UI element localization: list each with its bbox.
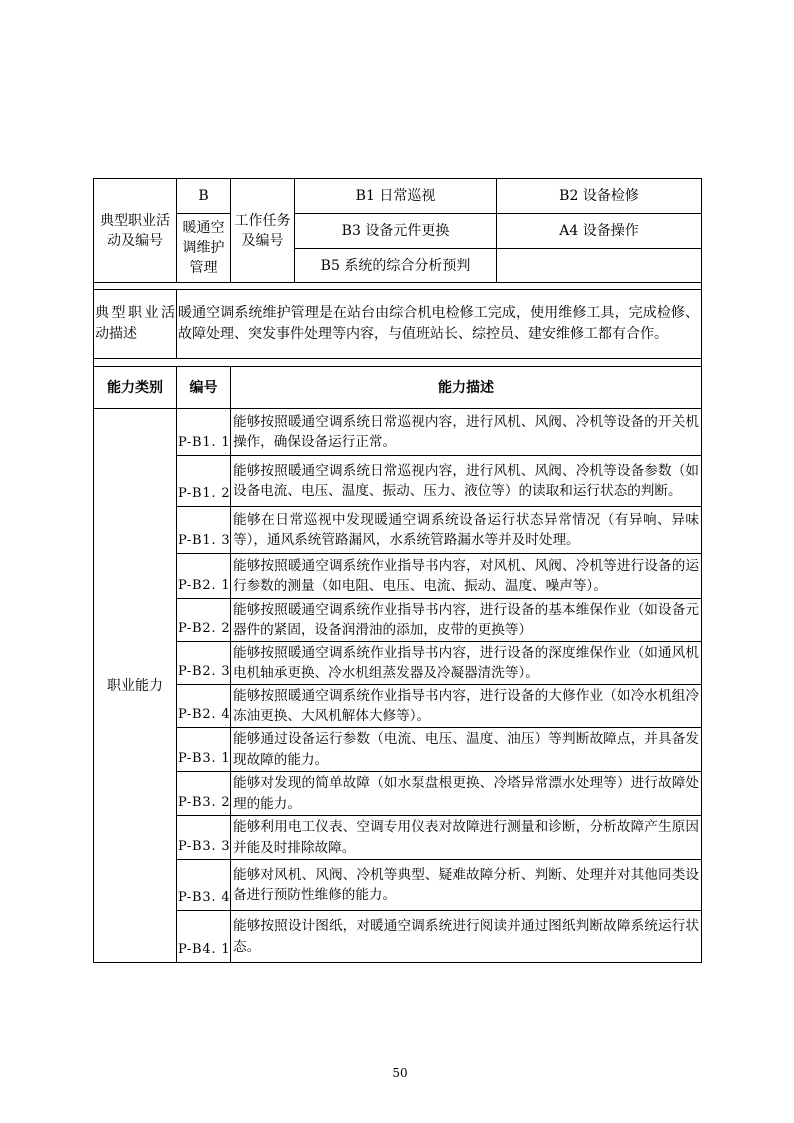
ability-id: P-B1. 1 <box>177 409 231 456</box>
ability-id: P-B3. 1 <box>177 728 231 772</box>
ability-id: P-B1. 3 <box>177 507 231 554</box>
task-a4: A4 设备操作 <box>497 214 702 249</box>
task-b3: B3 设备元件更换 <box>295 214 497 249</box>
activity-label: 典型职业活动及编号 <box>94 179 177 283</box>
table-row <box>94 860 702 911</box>
ability-id: P-B4. 1 <box>177 911 231 963</box>
header-category: 能力类别 <box>94 367 177 409</box>
table-row <box>94 728 702 772</box>
description-label: 典型职业活动描述 <box>94 290 177 359</box>
ability-description: 能够按照暖通空调系统作业指导书内容，进行设备的大修作业（如冷水机组冷冻油更换、大风机解体大修等）。 <box>231 685 702 728</box>
table-row <box>94 685 702 728</box>
ability-description: 能够按照暖通空调系统作业指导书内容，进行设备的深度维保作业（如通风机电机轴承更换、冷水机组蒸发器及冷凝器清洗等）。 <box>231 642 702 685</box>
activity-row-1 <box>94 179 702 214</box>
activity-name: 暖通空调维护管理 <box>177 214 231 283</box>
table-row <box>94 409 702 456</box>
ability-header-row <box>94 367 702 409</box>
table-row <box>94 772 702 816</box>
table-gap-cell <box>94 359 702 367</box>
ability-id: P-B2. 1 <box>177 554 231 599</box>
task-empty-cell <box>497 249 702 283</box>
task-b2: B2 设备检修 <box>497 179 702 214</box>
table-row <box>94 911 702 963</box>
header-code: 编号 <box>177 367 231 409</box>
table-row <box>94 554 702 599</box>
ability-description: 能够利用电工仪表、空调专用仪表对故障进行测量和诊断，分析故障产生原因并能及时排除故障。 <box>231 816 702 860</box>
ability-id: P-B2. 4 <box>177 685 231 728</box>
ability-id: P-B3. 3 <box>177 816 231 860</box>
ability-id: P-B1. 2 <box>177 456 231 507</box>
ability-description: 能够按照暖通空调系统作业指导书内容，对风机、风阀、冷机等进行设备的运行参数的测量（如电阻、电压、电流、振动、温度、噪声等）。 <box>231 554 702 599</box>
ability-id: P-B2. 2 <box>177 599 231 642</box>
ability-description: 能够按照暖通空调系统作业指导书内容，进行设备的基本维保作业（如设备元器件的紧固，设备润滑油的添加，皮带的更换等） <box>231 599 702 642</box>
activity-code: B <box>177 179 231 214</box>
header-description: 能力描述 <box>231 367 702 409</box>
ability-category: 职业能力 <box>94 409 177 963</box>
ability-description: 能够在日常巡视中发现暖通空调系统设备运行状态异常情况（有异响、异味等），通风系统管路漏风，水系统管路漏水等并及时处理。 <box>231 507 702 554</box>
table-row <box>94 816 702 860</box>
page-number: 50 <box>392 1066 408 1080</box>
table-row <box>94 642 702 685</box>
ability-description: 能够按照暖通空调系统日常巡视内容，进行风机、风阀、冷机等设备的开关机操作，确保设备运行正常。 <box>231 409 702 456</box>
table-gap <box>94 283 702 290</box>
task-b5: B5 系统的综合分析预判 <box>295 249 497 283</box>
table-gap-cell <box>94 283 702 290</box>
ability-description: 能够通过设备运行参数（电流、电压、温度、油压）等判断故障点，并具备发现故障的能力。 <box>231 728 702 772</box>
activity-row-2 <box>94 214 702 249</box>
task-b1: B1 日常巡视 <box>295 179 497 214</box>
ability-id: P-B3. 4 <box>177 860 231 911</box>
tasks-label: 工作任务及编号 <box>231 179 295 283</box>
ability-description: 能够对发现的简单故障（如水泵盘根更换、冷塔异常漂水处理等）进行故障处理的能力。 <box>231 772 702 816</box>
ability-id: P-B2. 3 <box>177 642 231 685</box>
ability-description: 能够按照设计图纸，对暖通空调系统进行阅读并通过图纸判断故障系统运行状态。 <box>231 911 702 963</box>
occupation-ability-table <box>93 178 702 963</box>
table-row <box>94 456 702 507</box>
table-row <box>94 507 702 554</box>
ability-description: 能够按照暖通空调系统日常巡视内容，进行风机、风阀、冷机等设备参数（如设备电流、电压、温度、振动、压力、液位等）的读取和运行状态的判断。 <box>231 456 702 507</box>
table-gap <box>94 359 702 367</box>
description-text: 暖通空调系统维护管理是在站台由综合机电检修工完成，使用维修工具，完成检修、故障处理、突发事件处理等内容，与值班站长、综控员、建安维修工都有合作。 <box>177 290 702 359</box>
ability-id: P-B3. 2 <box>177 772 231 816</box>
ability-description: 能够对风机、风阀、冷机等典型、疑难故障分析、判断、处理并对其他同类设备进行预防性维修的能力。 <box>231 860 702 911</box>
description-row <box>94 290 702 359</box>
table-row <box>94 599 702 642</box>
